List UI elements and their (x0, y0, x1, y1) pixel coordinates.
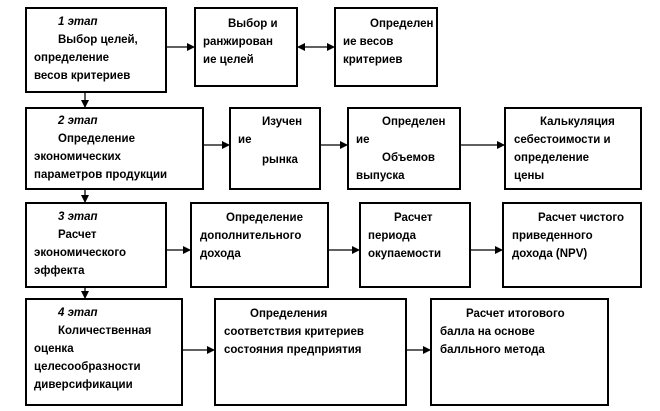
stage-2-step-3-line-4: цены (514, 170, 545, 182)
stage-3-step-2-line-3: окупаемости (368, 248, 442, 260)
stage-2-label: 2 этап (58, 115, 98, 127)
stage-1-step-2-line-1: Определен (370, 18, 434, 30)
stage-4-step-2-line-1: Расчет итогового (466, 308, 565, 320)
stage-2-step-2-line-4: выпуска (356, 170, 405, 182)
stage-1-step-2-line-3: критериев (343, 54, 403, 66)
stage-2-line-3: параметров продукции (34, 169, 168, 181)
stage-2-step-2-line-1: Определен (382, 116, 446, 128)
stage-3-label: 3 этап (58, 211, 98, 223)
stage-4-line-1: Количественная (58, 325, 152, 337)
stage-4-line-4: диверсификации (34, 379, 133, 391)
stage-1-step-1-line-2: ранжирован (203, 36, 273, 48)
stage-1-line-1: Выбор целей, (58, 34, 138, 46)
stage-3-step-2-line-1: Расчет (394, 212, 433, 224)
stage-2-line-1: Определение (58, 133, 135, 145)
stage-3-step-1-line-1: Определение (226, 212, 303, 224)
stage-4-step-2-line-3: балльного метода (440, 344, 545, 356)
stage-1-line-3: весов критериев (34, 70, 131, 82)
stage-3-step-2-line-2: периода (368, 230, 417, 242)
stage-4-label: 4 этап (58, 307, 98, 319)
stage-2-step-1-line-2: ие (238, 134, 252, 146)
stage-4-step-1-line-3: состояния предприятия (224, 344, 362, 356)
stage-1-step-1-line-1: Выбор и (228, 18, 278, 30)
stage-3-step-3-line-1: Расчет чистого (538, 212, 625, 224)
stage-4-line-2: оценка (34, 343, 74, 355)
stage-3-step-3-line-2: приведенного (512, 230, 593, 242)
stage-2-step-3-line-1: Калькуляция (540, 116, 615, 128)
stage-3-line-3: эффекта (34, 265, 85, 277)
stage-2-step-2-line-2: ие (356, 134, 370, 146)
stage-2-step-3-line-3: определение (514, 152, 590, 164)
stage-2-step-1-line-1: Изучен (262, 116, 303, 128)
stage-4-step-1-line-2: соответствия критериев (224, 326, 364, 338)
stage-1-line-2: определение (34, 52, 110, 64)
stage-3-step-3-line-3: дохода (NPV) (512, 248, 588, 260)
stage-3-line-2: экономического (34, 247, 126, 259)
stage-1-label: 1 этап (58, 16, 98, 28)
stage-2-line-2: экономических (34, 151, 121, 163)
stage-2-step-2-line-3: Объемов (382, 152, 435, 164)
stage-1-step-1-line-3: ие целей (203, 54, 254, 66)
stage-2-step-3-line-2: себестоимости и (514, 134, 611, 146)
stage-4-step-2-line-2: балла на основе (440, 326, 535, 338)
stage-4-step-1-line-1: Определения (250, 308, 328, 320)
stage-3-step-1-line-2: дополнительного (200, 230, 302, 242)
stage-3-step-1-line-3: дохода (200, 248, 241, 260)
stage-4-line-3: целесообразности (34, 361, 141, 373)
stage-2-step-1-line-3: рынка (262, 154, 298, 166)
stage-3-line-1: Расчет (58, 229, 97, 241)
stage-1-step-2-line-2: ие весов (343, 36, 394, 48)
